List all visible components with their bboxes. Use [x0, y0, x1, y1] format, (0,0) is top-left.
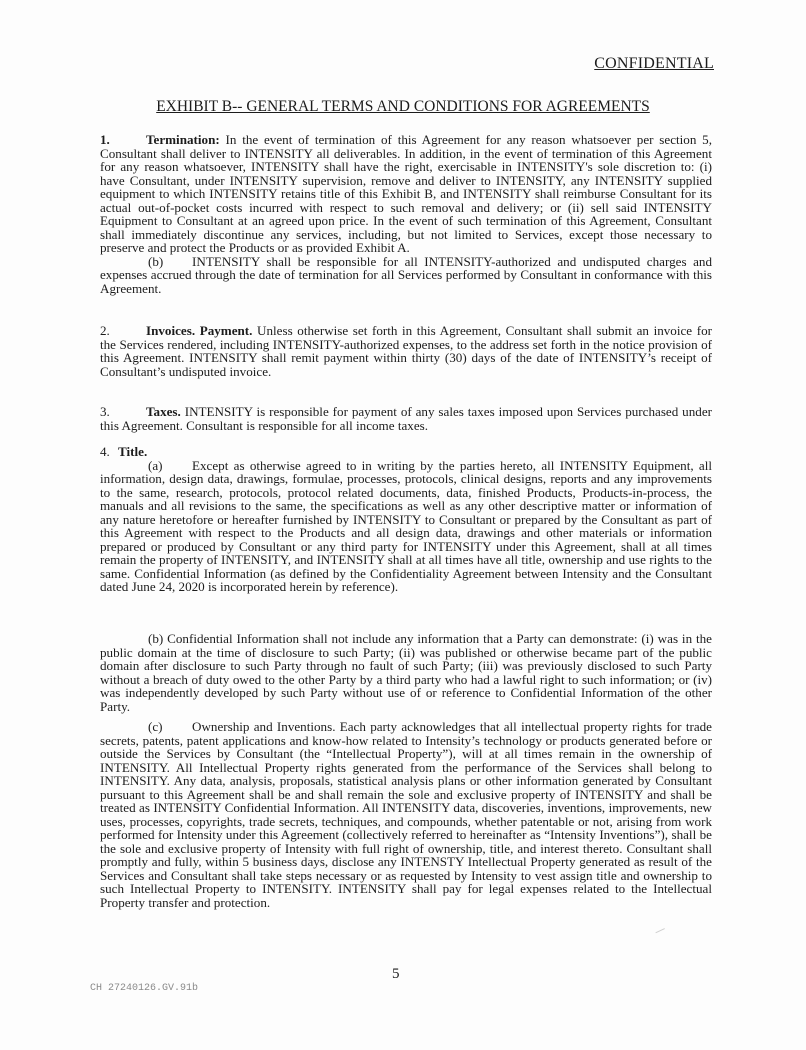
subsection-text: Ownership and Inventions. Each party acknowledges that all intellectual property rights for trade secrets, patents, patent applications and know-how related to Intensity’s technology or products generated before or outside the Services by Consultant (the “Intellectual Property”), will at all times remain in the ownership of INTENSITY. All Intellectual Property rights generated from the performance of the Services shall belong to INTENSITY. Any data, analysis, proposals, statistical analysis plans or other information generated by Consultant pursuant to this Agreement shall be and shall remain the sole and exclusive property of INTENSITY and shall be treated as INTENSITY Confidential Information. All INTENSITY data, discoveries, inventions, improvements, new uses, processes, copyrights, trade secrets, techniques, and compounds, whether patentable or not, arising from work performed for Intensity under this Agreement (collectively referred to hereinafter as “Intensity Inventions”), shall be the sole and exclusive property of Intensity with full right of ownership, title, and interest thereto. Consultant shall promptly and fully, within 5 business days, disclose any INTENSTY Intellectual Property generated as result of the Services and Consultant shall take steps necessary or as requested by Intensity to vest assign title and ownership to such Intellectual Property to INTENSITY. INTENSITY shall pay for legal expenses related to the Intellectual Property transfer and protection. — [100, 719, 712, 910]
subsection-label: (b) — [148, 253, 164, 269]
section-text: Unless otherwise set forth in this Agreement, Consultant shall submit an invoice for the Services rendered, including INTENSITY-authorized expenses, to the address set forth in the notice provision of this Agreement. INTENSITY shall remit payment within thirty (30) days of the date of INTENSITY’s receipt of Consultant’s undisputed invoice. — [100, 323, 712, 379]
section-number: 1. — [100, 132, 110, 147]
subsection-text: Except as otherwise agreed to in writing by the parties hereto, all INTENSITY Equipment, all information, design data, drawings, formulae, processes, protocols, clinical designs, reports and any improvements to the same, research, protocols, protocol related documents, data, finished Products, Products-in-process, the manuals and all revisions to the same, the specifications as well as any other descriptive matter or information of any nature heretofore or hereafter furnished by INTENSITY to Consultant or prepared by the Consultant as part of this Agreement with respect to the Products and all design data, drawings and other materials or information prepared or produced by Consultant or any third party for INTENSITY under this Agreement, shall at all times remain the property of INTENSITY, and INTENSITY shall at all times have all title, ownership and use rights to the same. Confidential Information (as defined by the Confidentiality Agreement between Intensity and the Consultant dated June 24, 2020 is incorporated herein by reference). — [100, 457, 712, 594]
page-number: 5 — [392, 966, 400, 982]
subsection-label: (a) — [148, 457, 163, 473]
subsection-text: (b) Confidential Information shall not include any information that a Party can demonstrate: (i) was in the public domain at the time of disclosure to such Party; (ii) was published or otherwise became part of the public domain after disclosure to such Party through no fault of such Party; (iii) was previously disclosed to such Party without a breach of duty owed to the other Party by a third party who had a lawful right to such information; or (iv) was independently developed by such Party without use of or reference to Confidential Information of the other Party. — [100, 631, 712, 714]
document-id: CH 27240126.GV.91b — [90, 983, 199, 994]
section-heading: Termination: — [146, 132, 220, 147]
section-1-termination — [100, 133, 712, 295]
section-text: In the event of termination of this Agreement for any reason whatsoever per section 5, Consultant shall deliver to INTENSITY all deliverables. In addition, in the event of termination of this Agreement for any reason whatsoever, INTENSITY shall have the right, exercisable in INTENSITY's sole discretion to: (i) have Consultant, under INTENSITY supervision, remove and deliver to INTENSITY, any INTENSITY supplied equipment to which INTENSITY retains title of this Exhibit B, and INTENSITY shall reimburse Consultant for its actual out-of-pocket costs incurred with respect to such removal and delivery; or (ii) sell said INTENSITY Equipment to Consultant at an agreed upon price. In the event of such termination of this Agreement, Consultant shall immediately discontinue any services, including, but not limited to Services, except those necessary to preserve and protect the Products or as provided Exhibit A. — [100, 132, 712, 255]
subsection-text: INTENSITY shall be responsible for all INTENSITY-authorized and undisputed charges and expenses accrued through the date of termination for all Services performed by Consultant in conformance with this Agreement. — [100, 253, 712, 296]
scan-mark — [655, 928, 666, 937]
section-4c-ownership — [100, 720, 712, 909]
confidential-label: CONFIDENTIAL — [594, 55, 714, 72]
section-number: 4. — [100, 444, 110, 459]
subsection-label: (c) — [148, 719, 163, 734]
exhibit-title: EXHIBIT B-- GENERAL TERMS AND CONDITIONS FOR AGREEMENTS — [156, 98, 650, 115]
section-4-title — [100, 445, 712, 594]
section-4b-confidential-exclusions — [100, 632, 712, 713]
section-text: INTENSITY is responsible for payment of any sales taxes imposed upon Services purchased under this Agreement. Consultant is responsible for all income taxes. — [100, 404, 712, 433]
section-number: 2. — [100, 323, 110, 338]
section-number: 3. — [100, 404, 110, 419]
section-2-invoices — [100, 324, 712, 378]
section-heading: Title. — [118, 444, 148, 459]
section-heading: Invoices. Payment. — [146, 323, 253, 338]
section-heading: Taxes. — [146, 404, 181, 419]
section-3-taxes — [100, 405, 712, 432]
